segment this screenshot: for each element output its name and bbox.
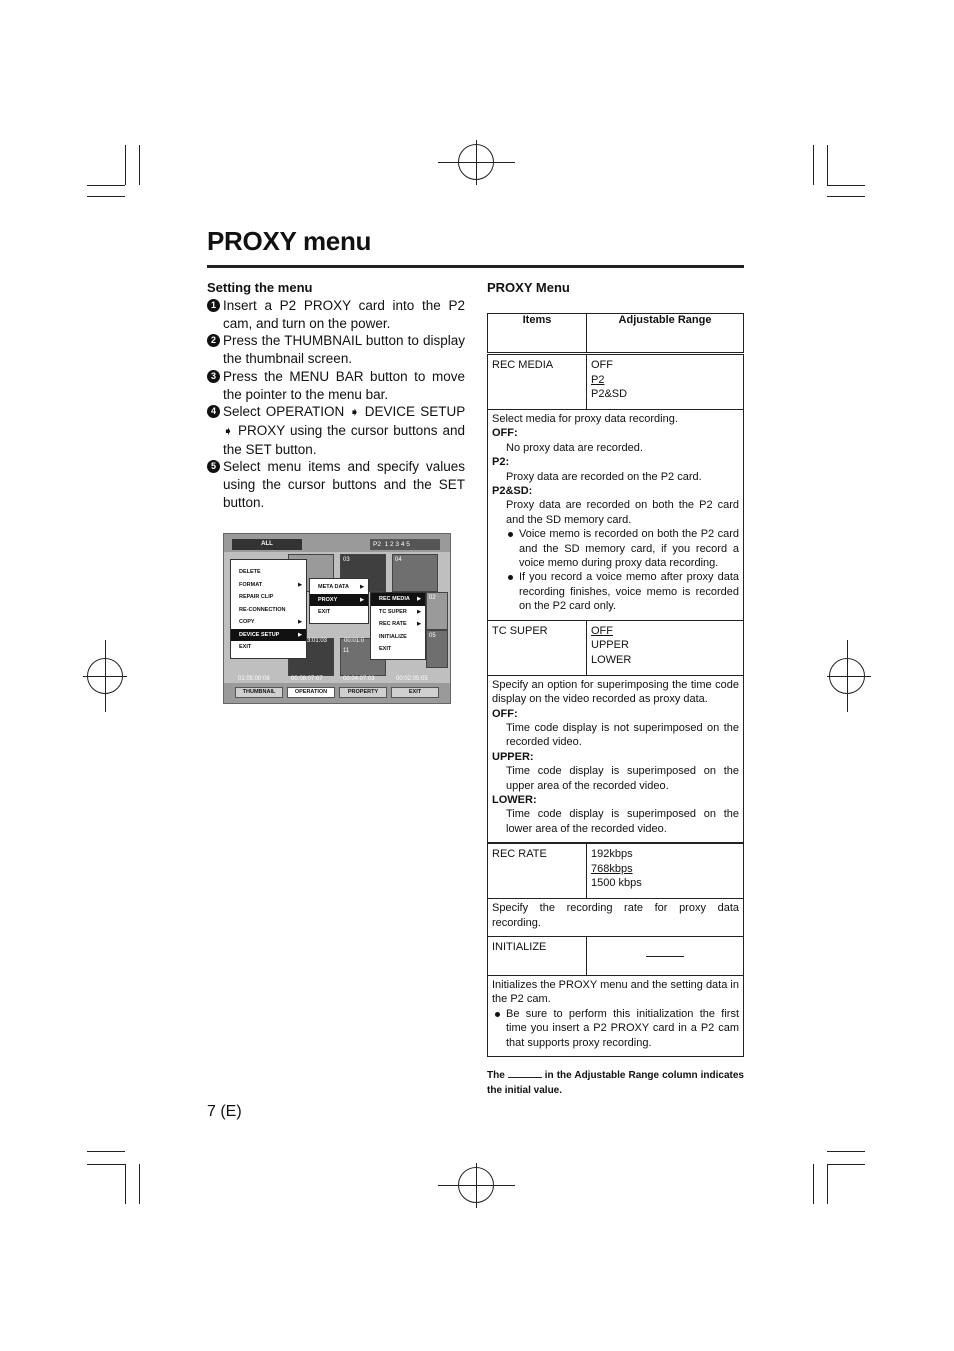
timecode: 00:02:05:05 [396,676,428,682]
menu-item-repair-clip[interactable]: REPAIR CLIP [239,594,274,600]
crop-mark [827,1151,865,1152]
item-name: REC MEDIA [488,354,587,410]
range-value: OFF [591,359,613,371]
option-label: P2: [492,456,510,469]
proxy-menu-table [487,313,744,1057]
bullet-text: Be sure to perform this initialization the first time you insert a P2 PROXY card in a P2 cam that supports proxy recording. [506,1007,739,1049]
registration-line [105,640,106,712]
step-number: 3 [207,370,220,383]
range-values [587,936,744,975]
thumbnail [426,630,448,668]
table-row-desc [488,675,744,843]
menu-item-meta-data[interactable] [310,581,368,594]
crop-mark [87,196,125,197]
submenu-arrow-icon: ▶ [298,581,302,588]
crop-mark [87,1151,125,1152]
range-value: 1500 kbps [591,877,642,890]
table-row-desc [488,899,744,937]
option-label: OFF: [492,427,518,440]
thumbnail [392,554,438,592]
step-number: 4 [207,405,220,418]
crop-mark [87,185,125,186]
item-name: TC SUPER [488,620,587,675]
range-value-initial: OFF [591,624,613,637]
range-value-initial: 768kbps [591,862,633,875]
operation-button[interactable]: OPERATION [287,687,335,698]
thumb-number: 11 [343,648,350,654]
registration-line [476,1163,477,1208]
table-row-desc [488,410,744,621]
step-text: Press the MENU BAR button to move the pointer to the menu bar. [223,368,465,402]
menu-item-proxy[interactable] [310,594,368,607]
option-text: Proxy data are recorded on both the P2 card and the SD memory card. [506,499,739,526]
crop-mark [125,145,126,185]
menu-item-rec-rate[interactable] [371,618,425,631]
crop-mark [827,145,828,185]
menu-item-copy[interactable] [231,616,306,629]
menu-item-initialize[interactable]: INITIALIZE [379,633,407,640]
crop-mark [139,145,140,185]
proxy-submenu [370,592,426,660]
submenu-arrow-icon: ▶ [360,584,364,590]
step-text: Insert a P2 PROXY card into the P2 cam, and turn on the power. [223,298,465,331]
step-number: 1 [207,299,220,312]
thumb-number: 03 [343,557,350,563]
table-row-desc [488,975,744,1056]
option-label: LOWER: [492,793,537,806]
thumb-number: 02 [429,595,436,601]
exit-button[interactable]: EXIT [391,687,439,698]
range-value: LOWER [591,653,632,666]
option-text: Time code display is superimposed on the lower area of the recorded video. [506,808,739,835]
step-text: Select menu items and specify values using the cursor buttons and the SET button. [223,459,465,510]
step-number: 5 [207,460,220,473]
p2-page-indicator [370,539,440,550]
crop-mark [827,185,865,186]
menu-item-delete[interactable]: DELETE [239,569,261,575]
timecode: 3:01:03 [307,638,328,644]
submenu-arrow-icon: ▶ [298,619,302,625]
step-text: DEVICE SETUP [364,404,465,420]
underline-sample [508,1077,542,1078]
p2-label: P2 [373,541,381,548]
range-values [587,843,744,899]
menu-item-device-setup[interactable] [231,629,306,642]
item-description [488,410,744,621]
title-rule [207,265,744,268]
thumbnail-button[interactable]: THUMBNAIL [235,687,283,698]
option-text: No proxy data are recorded. [506,441,643,454]
note-text: in the Adjustable Range column indicates the initial value. [487,1070,744,1096]
option-label: OFF: [492,707,518,720]
thumb-number: 05 [429,633,436,639]
column-header-range: Adjustable Range [587,314,744,354]
item-description [488,675,744,843]
bullet-item [492,1007,739,1050]
crop-mark [813,1164,814,1204]
thumbnail [426,592,448,630]
item-name: REC RATE [488,843,587,899]
registration-line [827,676,871,677]
step-2 [207,332,465,367]
page-title: PROXY menu [207,226,372,256]
initial-value-underline [646,956,684,957]
menu-item-label: REC RATE [379,621,407,627]
submenu-arrow-icon: ▶ [360,596,364,603]
menu-item-label: REC MEDIA [379,596,410,602]
menu-item-label: COPY [239,619,255,625]
bullet-text: Voice memo is recorded on both the P2 card and the SD memory card, if you record a voice memo during proxy data recording. [519,528,739,570]
step-number: 2 [207,334,220,347]
timecode: 00:01:0 [344,638,365,644]
desc-text: Initializes the PROXY menu and the setting data in the P2 cam. [492,978,739,1006]
option-text: Time code display is superimposed on the upper area of the recorded video. [506,765,739,792]
table-row-rec-media [488,354,744,410]
crop-mark [125,1164,126,1204]
table-row-tc-super [488,620,744,675]
menu-item-exit[interactable]: EXIT [318,609,331,615]
table-row-rec-rate [488,843,744,899]
submenu-arrow-icon: ▶ [417,596,421,602]
arrow-right-icon: ➧ [349,405,360,420]
submenu-arrow-icon: ▶ [417,621,421,627]
menu-item-exit[interactable]: EXIT [379,646,392,652]
menu-item-label: DEVICE SETUP [239,631,280,638]
step-5 [207,458,465,511]
page-numbers: 1 2 3 4 5 [384,541,410,548]
operation-menu [230,559,307,659]
crop-mark [139,1164,140,1204]
thumb-number: 04 [395,557,402,563]
range-value: UPPER [591,639,629,652]
crop-mark [827,1164,865,1165]
device-setup-menu [309,578,369,624]
footnote [487,1069,744,1098]
bullet-icon [508,532,513,537]
timecode: 00:08:07:07 [291,676,323,682]
bullet-item [492,527,739,570]
range-values [587,354,744,410]
setting-heading: Setting the menu [207,280,313,295]
step-4 [207,403,465,458]
bullet-icon [495,1012,500,1017]
item-description [488,975,744,1056]
crop-mark [813,145,814,185]
menu-item-label: META DATA [318,584,349,590]
menu-item-re-connection[interactable]: RE-CONNECTION [239,606,286,613]
step-3 [207,368,465,403]
menu-item-format[interactable] [231,579,306,592]
option-text: Proxy data are recorded on the P2 card. [506,470,702,483]
proxy-menu-heading: PROXY Menu [487,280,570,295]
option-text: Time code display is not superimposed on the recorded video. [506,721,739,749]
menu-item-label: FORMAT [239,581,263,588]
registration-line [847,640,848,712]
column-header-items: Items [488,314,587,354]
submenu-arrow-icon: ▶ [298,631,302,638]
range-values [587,620,744,675]
bullet-item [492,570,739,613]
note-text: The [487,1070,505,1081]
menu-item-label: PROXY [318,596,338,603]
desc-text: Specify the recording rate for proxy data recording. [492,902,739,929]
registration-line [476,140,477,185]
option-label: P2&SD: [492,485,533,498]
crop-mark [87,1164,125,1165]
all-tab: ALL [232,539,302,550]
proxy-menu-section [487,280,744,295]
thumbnail-screen-illustration [223,533,451,704]
crop-mark [827,1164,828,1204]
menu-item-label: TC SUPER [379,608,407,615]
timecode: 01:05:00:08 [238,676,270,682]
bullet-icon [508,575,513,580]
table-header-row [488,314,744,354]
submenu-arrow-icon: ▶ [417,608,421,615]
range-value: 192kbps [591,848,633,861]
arrow-right-icon: ➧ [223,423,234,438]
step-text: Select OPERATION [223,404,345,420]
page-number: 7 (E) [207,1103,242,1120]
step-1 [207,297,465,332]
bullet-text: If you record a voice memo after proxy data recording finishes, voice memo is recorded on the P2 card only. [519,571,739,613]
step-text: PROXY using the cursor buttons and the SET button. [223,422,465,457]
setting-section [207,280,465,511]
desc-text: Specify an option for superimposing the time code display on the video recorded as proxy data. [492,678,739,706]
menu-item-tc-super[interactable] [371,606,425,619]
crop-mark [827,196,865,197]
desc-text: Select media for proxy data recording. [492,413,678,425]
range-value: P2&SD [591,388,628,401]
menu-item-exit[interactable]: EXIT [239,644,252,650]
item-name: INITIALIZE [488,936,587,975]
menu-item-rec-media[interactable] [371,593,425,606]
property-button[interactable]: PROPERTY [339,687,387,698]
item-description [488,899,744,937]
range-value-initial: P2 [591,373,605,386]
timecode: 00:04:07:03 [343,676,375,682]
table-row-initialize [488,936,744,975]
option-label: UPPER: [492,750,534,763]
step-text: Press the THUMBNAIL button to display the thumbnail screen. [223,333,465,367]
